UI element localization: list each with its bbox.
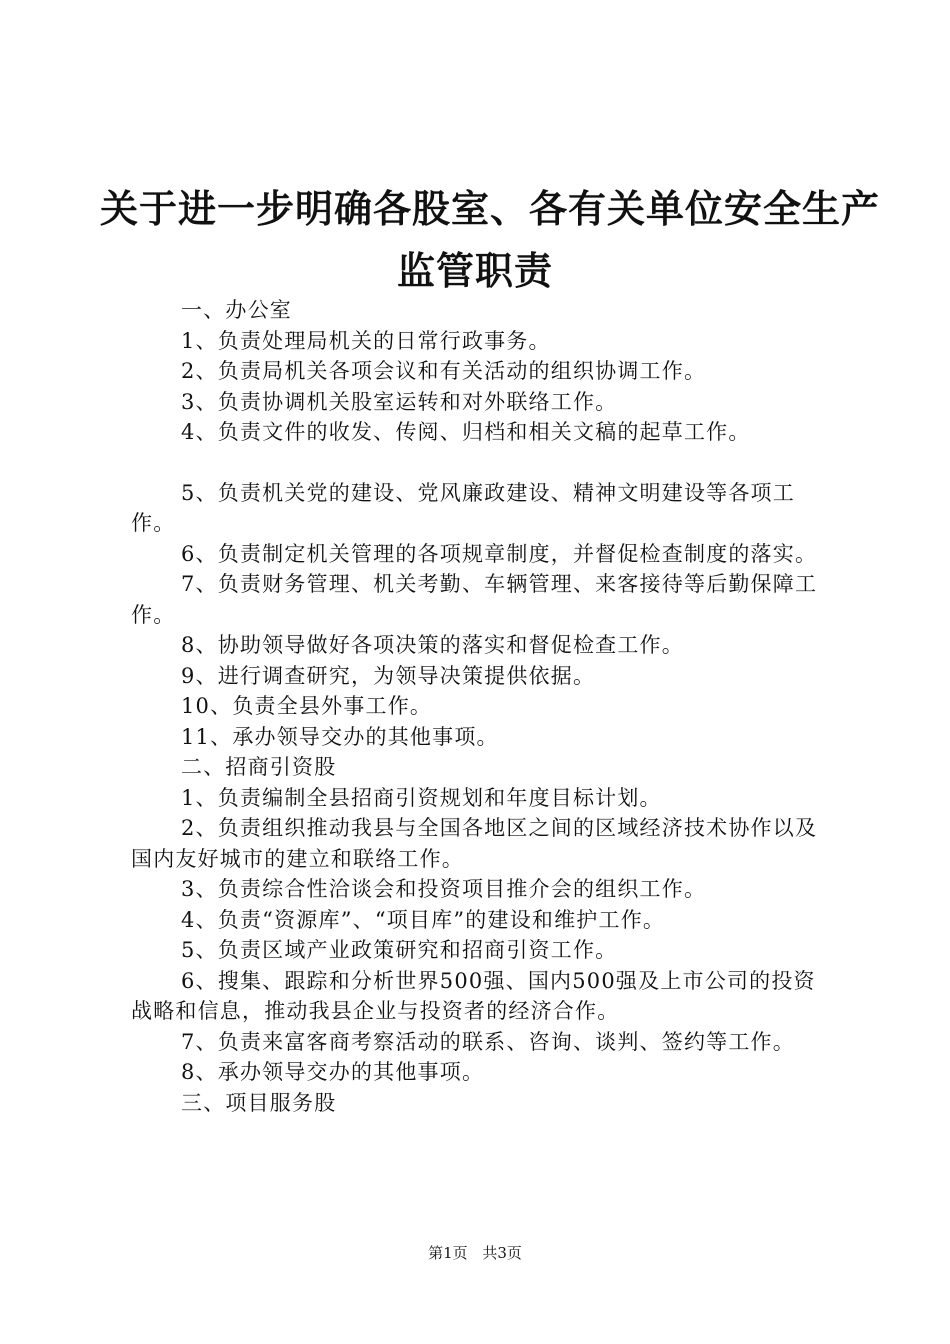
paragraph: 10、负责全县外事工作。 <box>181 694 433 718</box>
paragraph: 3、负责协调机关股室运转和对外联络工作。 <box>181 389 618 414</box>
paragraph: 8、承办领导交办的其他事项。 <box>181 1060 485 1084</box>
paragraph: 8、协助领导做好各项决策的落实和督促检查工作。 <box>181 633 684 657</box>
paragraph: 5、负责机关党的建设、党风廉政建设、精神文明建设等各项工作。 <box>131 480 795 535</box>
paragraph: 7、负责财务管理、机关考勤、车辆管理、来客接待等后勤保障工作。 <box>131 572 818 627</box>
paragraph: 3、负责综合性洽谈会和投资项目推介会的组织工作。 <box>181 877 707 901</box>
paragraph: 2、负责组织推动我县与全国各地区之间的区域经济技术协作以及国内友好城市的建立和联络工作。 <box>131 816 818 871</box>
paragraph: 6、负责制定机关管理的各项规章制度，并督促检查制度的落实。 <box>181 541 818 566</box>
section-heading-office: 一、办公室 <box>181 298 292 322</box>
page-number: 第1页 <box>428 1244 468 1262</box>
paragraph: 4、负责“资源库”、“项目库”的建设和维护工作。 <box>181 907 666 932</box>
paragraph: 7、负责来富客商考察活动的联系、咨询、谈判、签约等工作。 <box>181 1029 795 1054</box>
paragraph: 1、负责处理局机关的日常行政事务。 <box>181 328 551 353</box>
paragraph: 11、承办领导交办的其他事项。 <box>181 724 499 749</box>
paragraph: 5、负责区域产业政策研究和招商引资工作。 <box>181 938 618 962</box>
section-heading-project-service: 三、项目服务股 <box>181 1090 337 1115</box>
paragraph: 1、负责编制全县招商引资规划和年度目标计划。 <box>181 785 662 810</box>
paragraph: 6、搜集、跟踪和分析世界500强、国内500强及上市公司的投资战略和信息，推动我县企业与投资者的经济合作。 <box>131 968 816 1023</box>
document-title-line-1: 关于进一步明确各股室、各有关单位安全生产 <box>100 186 881 231</box>
page-total: 共3页 <box>482 1244 522 1262</box>
paragraph: 2、负责局机关各项会议和有关活动的组织协调工作。 <box>181 359 707 383</box>
document-title-line-2: 监管职责 <box>396 248 553 293</box>
page-footer <box>0 1243 950 1263</box>
section-heading-investment: 二、招商引资股 <box>181 755 337 779</box>
document-body <box>131 295 831 1118</box>
paragraph: 9、进行调查研究，为领导决策提供依据。 <box>181 663 596 688</box>
paragraph: 4、负责文件的收发、传阅、归档和相关文稿的起草工作。 <box>181 420 751 444</box>
